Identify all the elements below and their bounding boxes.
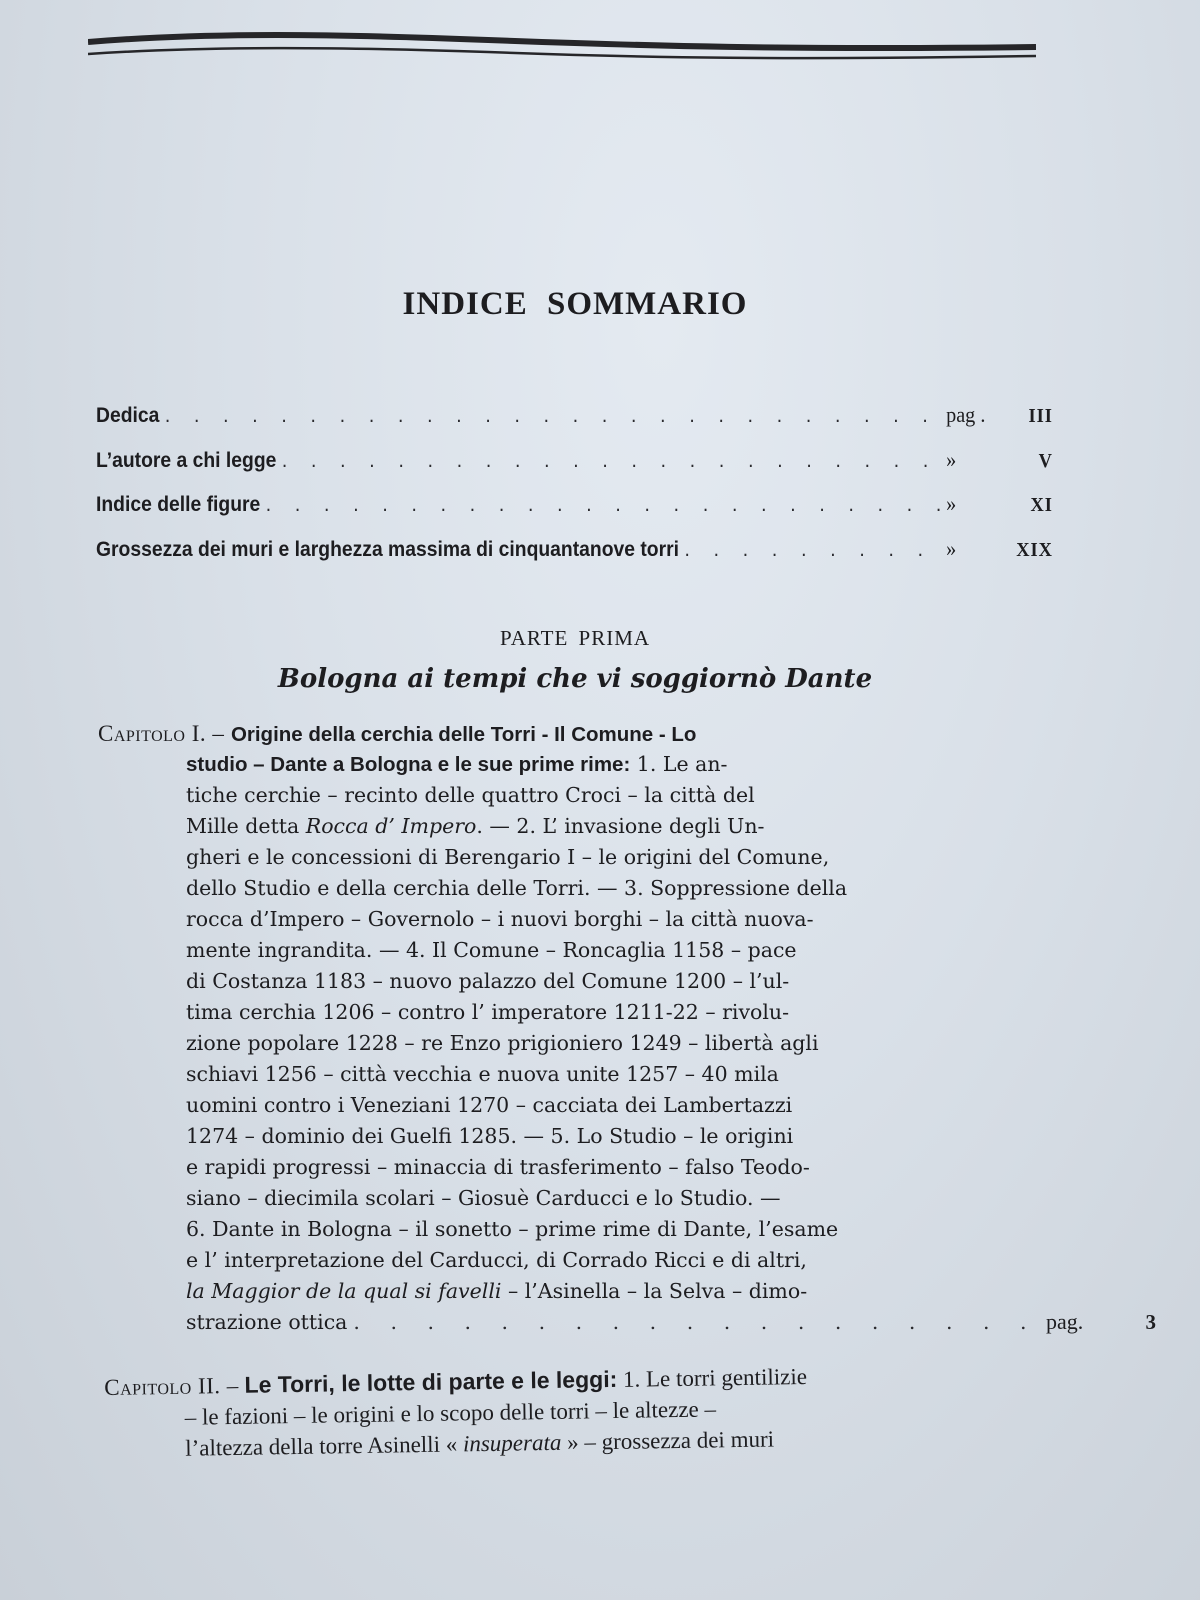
chapter-text: – le fazioni – le origini e lo scopo delle torri – le altezze – xyxy=(184,1396,717,1430)
chapter-text: mente ingrandita. — 4. Il Comune – Roncaglia 1158 – pace xyxy=(186,938,797,962)
chapter-text: strazione ottica xyxy=(186,1310,348,1334)
chapter-text: » – grossezza dei muri xyxy=(561,1426,775,1455)
toc-entry-label: L’autore a chi legge xyxy=(96,448,277,472)
chapter-pag: pag. xyxy=(1046,1309,1084,1334)
dot-leader xyxy=(159,404,946,428)
chapter-title: Origine della cerchia delle Torri - Il Comune - Lo xyxy=(230,723,697,746)
toc-entry-pag: » xyxy=(946,491,957,516)
toc-entry-page: XI xyxy=(1030,494,1053,516)
toc-entry-page: XIX xyxy=(1016,538,1053,561)
chapter-page-number: 3 xyxy=(1145,1310,1156,1334)
chapter-text: 1274 – dominio dei Guelfi 1285. — 5. Lo Studio – le origini xyxy=(186,1124,794,1148)
toc-entry-figure xyxy=(96,491,1053,536)
chapter-text: 1. Le an- xyxy=(630,752,728,776)
chapter-text: tiche cerchie – recinto delle quattro Croci – la città del xyxy=(186,783,755,807)
toc-entry-label: Indice delle figure xyxy=(96,493,261,516)
front-matter-list xyxy=(96,402,1056,580)
chapter-2-entry xyxy=(104,1359,945,1465)
chapter-text-italic: Rocca d’ Impero xyxy=(305,814,477,838)
dot-leader xyxy=(276,449,946,473)
toc-entry-grossezza xyxy=(96,536,1053,581)
chapter-text: schiavi 1256 – città vecchia e nuova unite 1257 – 40 mila xyxy=(186,1062,779,1086)
chapter-text: rocca d’Impero – Governolo – i nuovi borghi – la città nuova- xyxy=(186,907,814,931)
chapter-text: zione popolare 1228 – re Enzo prigioniero 1249 – libertà agli xyxy=(186,1031,819,1055)
toc-entry-pag: » xyxy=(946,446,957,472)
part-heading: PARTE PRIMA xyxy=(499,626,651,650)
toc-entry-label: Dedica xyxy=(96,404,160,427)
toc-entry-pag: » xyxy=(946,535,957,561)
chapter-text: e l’ interpretazione del Carducci, di Corrado Ricci e di altri, xyxy=(186,1248,807,1272)
chapter-text-italic: la Maggior de la qual si favelli xyxy=(186,1279,502,1303)
chapter-1-entry xyxy=(98,718,1156,1338)
chapter-label: Capitolo II. – xyxy=(104,1372,239,1400)
page-title: INDICE SOMMARIO xyxy=(402,286,748,322)
chapter-text: tima cerchia 1206 – contro l’ imperatore 1211-22 – rivolu- xyxy=(186,1000,790,1024)
toc-entry-label: Grossezza dei muri e larghezza massima di cinquantanove torri xyxy=(96,537,680,561)
chapter-text: siano – diecimila scolari – Giosuè Carducci e lo Studio. — xyxy=(186,1186,781,1210)
chapter-text: l’altezza della torre Asinelli « xyxy=(185,1431,464,1461)
chapter-title-cont: studio – Dante a Bologna e le sue prime rime: xyxy=(186,753,631,776)
toc-entry-dedica xyxy=(96,402,1053,447)
top-double-rule xyxy=(88,30,1036,60)
toc-entry-page: III xyxy=(1028,405,1053,427)
chapter-text: Mille detta xyxy=(186,814,306,838)
chapter-text: dello Studio e della cerchia delle Torri. — 3. Soppressione della xyxy=(186,876,848,900)
chapter-text: . — 2. L’ invasione degli Un- xyxy=(476,814,765,838)
toc-entry-autore xyxy=(96,447,1053,492)
chapter-label: Capitolo I. – xyxy=(98,721,225,746)
chapter-text: gheri e le concessioni di Berengario I – le origini del Comune, xyxy=(186,845,830,869)
chapter-text: uomini contro i Veneziani 1270 – cacciata dei Lambertazzi xyxy=(186,1093,793,1117)
dot-leader xyxy=(347,1307,1046,1338)
dot-leader xyxy=(679,538,946,562)
chapter-text: di Costanza 1183 – nuovo palazzo del Comune 1200 – l’ul- xyxy=(186,969,790,993)
chapter-text-italic: insuperata xyxy=(462,1429,562,1457)
chapter-title: Le Torri, le lotte di parte e le leggi: xyxy=(244,1365,618,1398)
toc-entry-pag: pag . xyxy=(946,402,986,427)
dot-leader xyxy=(260,493,946,517)
chapter-text: 6. Dante in Bologna – il sonetto – prime rime di Dante, l’esame xyxy=(186,1217,839,1241)
toc-entry-page: V xyxy=(1038,449,1053,472)
chapter-text: – l’Asinella – la Selva – dimo- xyxy=(501,1279,808,1303)
chapter-text: e rapidi progressi – minaccia di trasferimento – falso Teodo- xyxy=(186,1155,810,1179)
part-title: Bologna ai tempi che vi soggiornò Dante xyxy=(277,664,873,694)
chapter-text: 1. Le torri gentilizie xyxy=(617,1363,808,1392)
